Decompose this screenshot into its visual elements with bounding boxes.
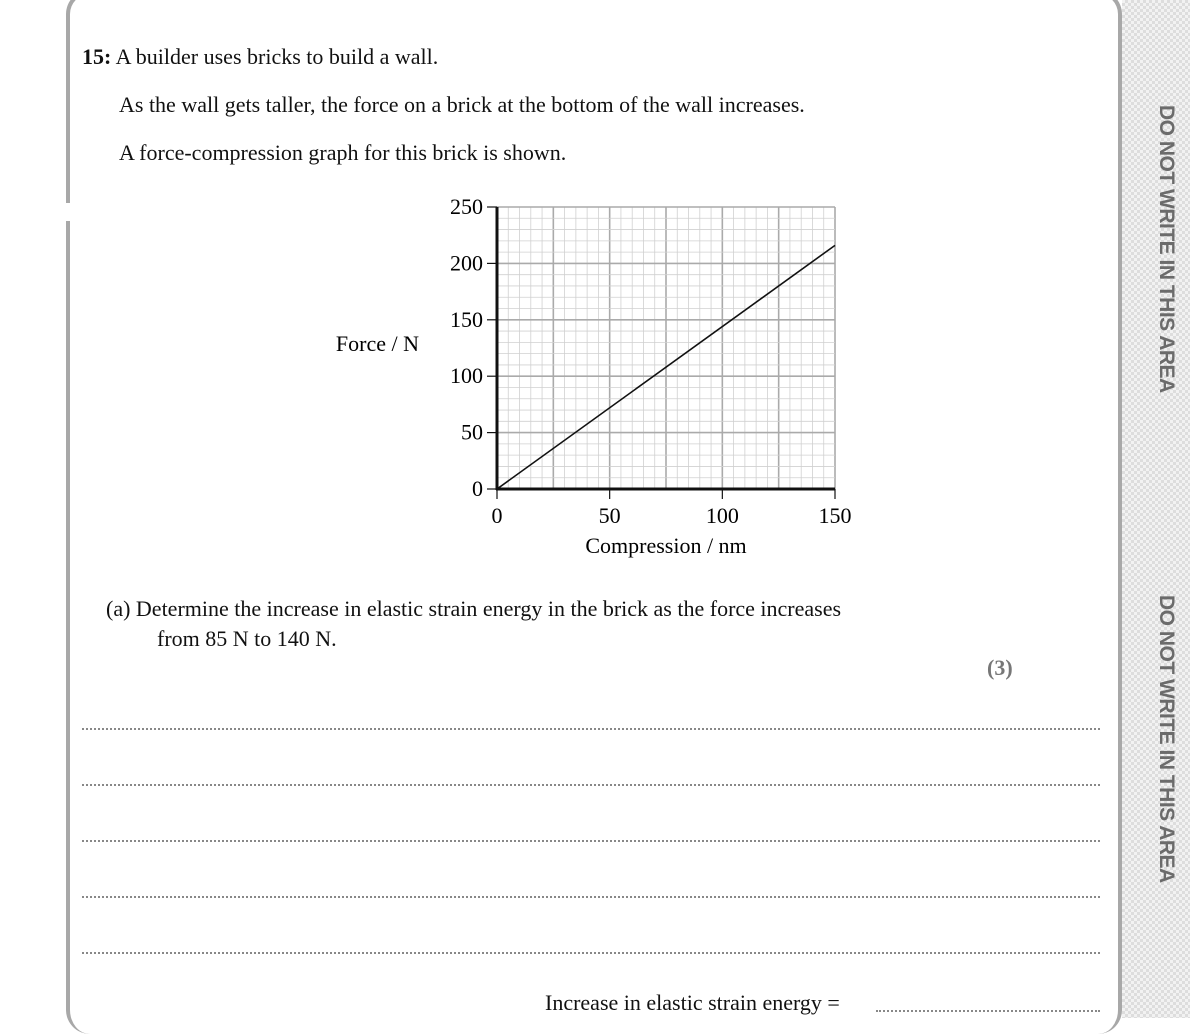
margin-warning-top: DO NOT WRITE IN THIS AREA	[1155, 105, 1178, 393]
intro-text: A builder uses bricks to build a wall.	[115, 44, 439, 69]
y-tick-label: 250	[450, 194, 483, 219]
answer-field[interactable]	[876, 1010, 1100, 1012]
answer-line[interactable]	[82, 952, 1100, 954]
x-tick-label: 100	[705, 503, 739, 528]
y-tick-label: 150	[450, 306, 483, 332]
answer-line[interactable]	[82, 840, 1100, 842]
answer-line[interactable]	[82, 896, 1100, 898]
part-a-label: (a)	[106, 596, 131, 621]
part-a-text2: from 85 N to 140 N.	[157, 626, 337, 651]
y-tick-label: 100	[450, 363, 483, 389]
y-tick-label: 0	[472, 476, 483, 501]
answer-line[interactable]	[82, 728, 1100, 730]
y-tick-label: 50	[461, 419, 483, 445]
margin-warning-bottom: DO NOT WRITE IN THIS AREA	[1155, 595, 1178, 883]
x-tick-label: 150	[818, 503, 852, 528]
x-axis-label: Compression / nm	[585, 533, 747, 558]
part-a-text: Determine the increase in elastic strain energy in the brick as the force increases	[135, 596, 842, 621]
y-tick-label: 200	[450, 250, 483, 276]
answer-label: Increase in elastic strain energy =	[545, 990, 840, 1015]
question-line2: As the wall gets taller, the force on a brick at the bottom of the wall increases.	[119, 92, 805, 117]
question-number: 15:	[82, 44, 112, 69]
marks: (3)	[987, 655, 1013, 680]
y-axis-label: Force / N	[335, 331, 419, 356]
question-line3: A force-compression graph for this brick is shown.	[119, 140, 567, 165]
x-tick-label: 0	[491, 503, 503, 528]
x-tick-label: 50	[598, 503, 621, 528]
answer-line[interactable]	[82, 784, 1100, 786]
